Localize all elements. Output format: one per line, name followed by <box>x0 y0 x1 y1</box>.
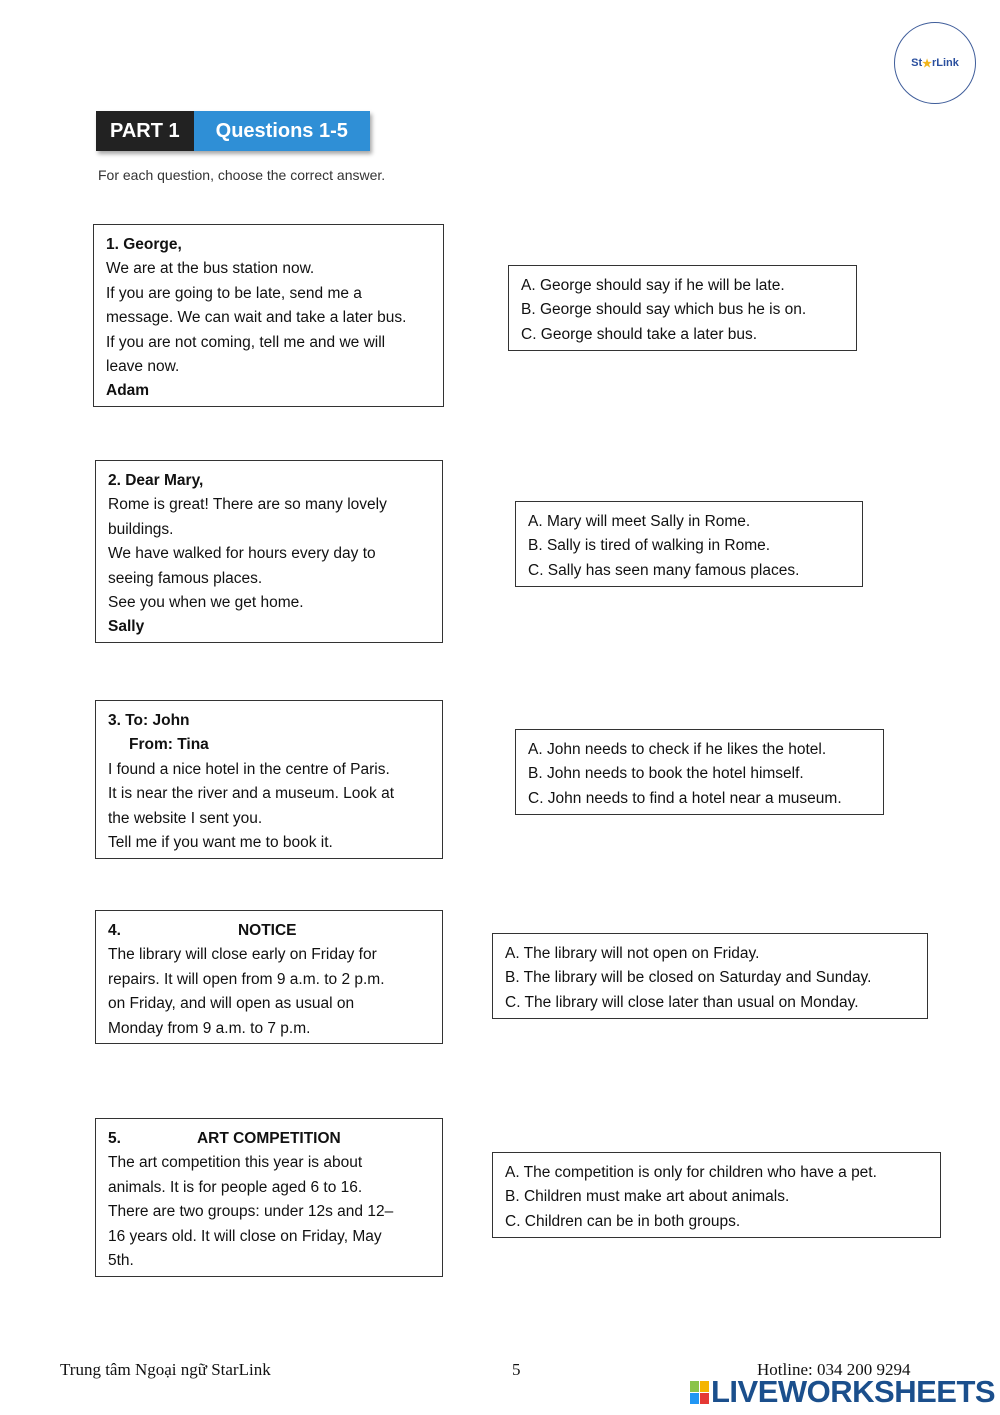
passage-line: 2. Dear Mary, <box>108 472 204 489</box>
page-number: 5 <box>512 1360 521 1379</box>
question-number: 4. <box>108 922 121 939</box>
passage-line: It is near the river and a museum. Look at <box>108 785 395 803</box>
passage-line: 3. To: John <box>108 712 190 729</box>
answer-option-a[interactable]: A. John needs to check if he likes the hotel. <box>528 741 827 758</box>
passage-line: We are at the bus station now. <box>106 260 315 278</box>
passage-line: 16 years old. It will close on Friday, May <box>108 1227 382 1245</box>
notice-title: NOTICE <box>237 922 297 939</box>
passage-line: buildings. <box>108 520 174 538</box>
passage-line: on Friday, and will open as usual on <box>108 995 355 1013</box>
question-number: 5. <box>108 1130 121 1147</box>
question-4-options <box>492 933 928 1019</box>
question-3-passage <box>95 700 443 859</box>
passage-line: Monday from 9 a.m. to 7 p.m. <box>108 1019 311 1037</box>
passage-line: See you when we get home. <box>108 594 304 612</box>
question-5-options <box>492 1152 941 1238</box>
passage-line: Tell me if you want me to book it. <box>108 834 333 852</box>
questions-label: Questions 1-5 <box>194 111 370 151</box>
question-3-options <box>515 729 884 815</box>
passage-line: 1. George, <box>106 236 182 253</box>
passage-line: seeing famous places. <box>108 569 263 587</box>
answer-option-b[interactable]: B. The library will be closed on Saturday and Sunday. <box>505 969 872 987</box>
answer-option-c[interactable]: C. John needs to find a hotel near a museum. <box>528 789 842 807</box>
hotline: Hotline: 034 200 9294 <box>757 1360 911 1379</box>
passage-line: We have walked for hours every day to <box>108 545 376 563</box>
passage-line: The art competition this year is about <box>108 1154 363 1172</box>
passage-line: Rome is great! There are so many lovely <box>108 496 387 514</box>
answer-option-c[interactable]: C. The library will close later than usual on Monday. <box>505 993 859 1011</box>
passage-line: If you are going to be late, send me a <box>106 284 362 302</box>
question-1-passage <box>93 224 444 407</box>
passage-heading <box>108 1127 430 1151</box>
answer-option-a[interactable]: A. George should say if he will be late. <box>521 277 785 294</box>
passage-line: Adam <box>106 382 150 400</box>
answer-option-b[interactable]: B. George should say which bus he is on. <box>521 301 807 319</box>
passage-line: animals. It is for people aged 6 to 16. <box>108 1178 363 1196</box>
answer-option-c[interactable]: C. Children can be in both groups. <box>505 1212 741 1230</box>
instruction: For each question, choose the correct answer. <box>98 167 386 183</box>
question-1-options <box>508 265 857 351</box>
answer-option-a[interactable]: A. Mary will meet Sally in Rome. <box>528 513 751 530</box>
question-2-options <box>515 501 863 587</box>
passage-line: The library will close early on Friday for <box>108 946 377 964</box>
question-2-passage <box>95 460 443 643</box>
passage-line: I found a nice hotel in the centre of Paris. <box>108 760 390 778</box>
notice-title: ART COMPETITION <box>196 1130 341 1147</box>
question-4-passage <box>95 910 443 1044</box>
answer-option-c[interactable]: C. Sally has seen many famous places. <box>528 561 800 579</box>
answer-option-b[interactable]: B. Children must make art about animals. <box>505 1188 790 1206</box>
liveworksheets-logo: LIVEWORKSHEETS <box>690 1374 995 1410</box>
passage-line: leave now. <box>106 358 180 376</box>
passage-line: Sally <box>108 618 145 636</box>
footer-center-name: Trung tâm Ngoại ngữ StarLink <box>60 1360 271 1379</box>
answer-option-b[interactable]: B. Sally is tired of walking in Rome. <box>528 537 771 555</box>
answer-option-a[interactable]: A. The library will not open on Friday. <box>505 945 760 962</box>
passage-line: the website I sent you. <box>108 809 263 827</box>
passage-line: If you are not coming, tell me and we will <box>106 333 386 351</box>
passage-heading <box>108 919 430 943</box>
passage-line: message. We can wait and take a later bus. <box>106 309 407 327</box>
answer-option-a[interactable]: A. The competition is only for children who have a pet. <box>505 1164 877 1181</box>
passage-line: 5th. <box>108 1252 134 1270</box>
part-banner <box>96 111 370 151</box>
passage-line: From: Tina <box>129 736 209 754</box>
answer-option-c[interactable]: C. George should take a later bus. <box>521 325 758 343</box>
answer-option-b[interactable]: B. John needs to book the hotel himself. <box>528 765 804 783</box>
passage-line: repairs. It will open from 9 a.m. to 2 p.m. <box>108 970 385 988</box>
question-5-passage <box>95 1118 443 1277</box>
starlink-logo: St ★ rLink <box>894 22 976 104</box>
passage-line: There are two groups: under 12s and 12– <box>108 1203 394 1221</box>
part-label: PART 1 <box>96 111 194 151</box>
